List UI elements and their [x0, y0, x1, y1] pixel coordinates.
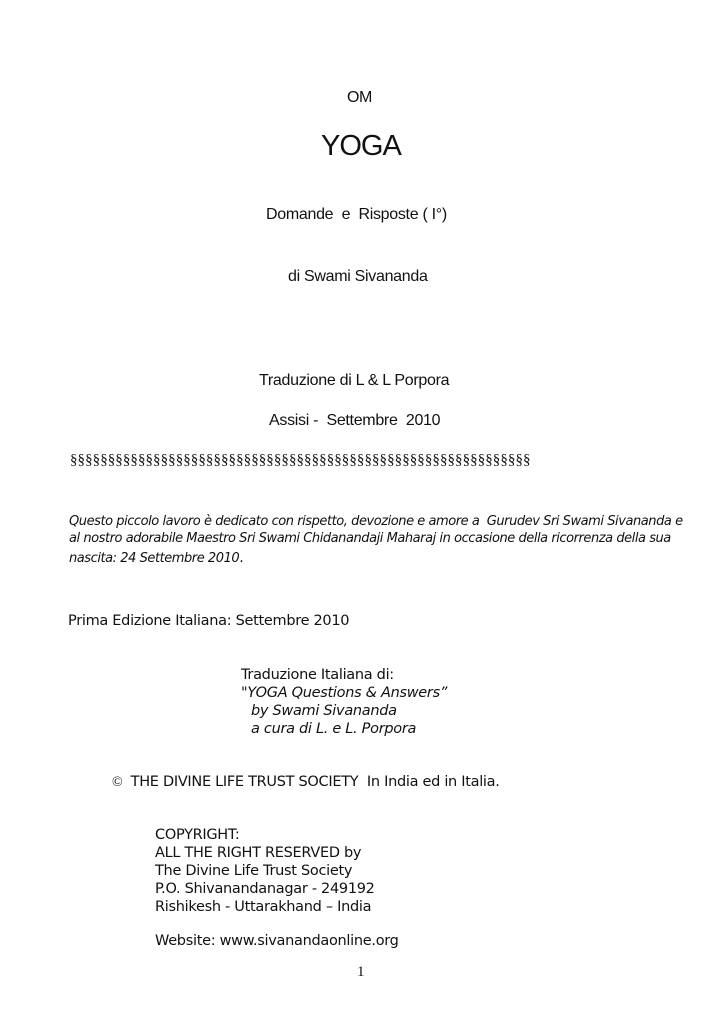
- copyright-line-4: P.O. Shivanandanagar - 249192: [155, 881, 375, 897]
- page-title: YOGA: [321, 130, 401, 162]
- dedication-line-2: al nostro adorabile Maestro Sri Swami Chidanandaji Maharaj in occasione della ricorrenza della sua: [69, 531, 671, 546]
- dedication-birth-date: nascita: 24 Settembre 2010: [69, 551, 240, 566]
- copyright-line-2: ALL THE RIGHT RESERVED by: [155, 845, 362, 861]
- section-separator: §§§§§§§§§§§§§§§§§§§§§§§§§§§§§§§§§§§§§§§§§§§§§§§§§§§§§§§§§§§§§: [70, 452, 531, 468]
- copyright-symbol: ©: [112, 775, 123, 790]
- author-line: di Swami Sivananda: [288, 268, 428, 285]
- copyright-line-3: The Divine Life Trust Society: [155, 863, 353, 879]
- om-heading: OM: [347, 89, 372, 106]
- dedication-line-3: [69, 549, 243, 568]
- translation-block-line-2: "YOGA Questions & Answers”: [241, 685, 448, 701]
- dedication-line-1: Questo piccolo lavoro è dedicato con rispetto, devozione e amore a Gurudev Sri Swami Sivananda e: [69, 514, 683, 529]
- page-number: 1: [357, 964, 365, 980]
- copyright-line-5: Rishikesh - Uttarakhand – India: [155, 899, 372, 915]
- trust-line: [112, 773, 500, 791]
- subtitle: Domande e Risposte ( I°): [266, 206, 447, 223]
- dedication-period: .: [239, 550, 244, 566]
- translation-credit: Traduzione di L & L Porpora: [259, 372, 450, 389]
- trust-text: THE DIVINE LIFE TRUST SOCIETY In India ed in Italia.: [130, 774, 500, 790]
- copyright-line-1: COPYRIGHT:: [155, 827, 240, 843]
- website-line: Website: www.sivanandaonline.org: [155, 933, 399, 949]
- translation-block-line-1: Traduzione Italiana di:: [241, 667, 394, 683]
- translation-block-line-4: a cura di L. e L. Porpora: [251, 721, 417, 737]
- place-date: Assisi - Settembre 2010: [269, 412, 441, 429]
- translation-block-line-3: by Swami Sivananda: [251, 703, 397, 719]
- edition-line: Prima Edizione Italiana: Settembre 2010: [68, 613, 350, 629]
